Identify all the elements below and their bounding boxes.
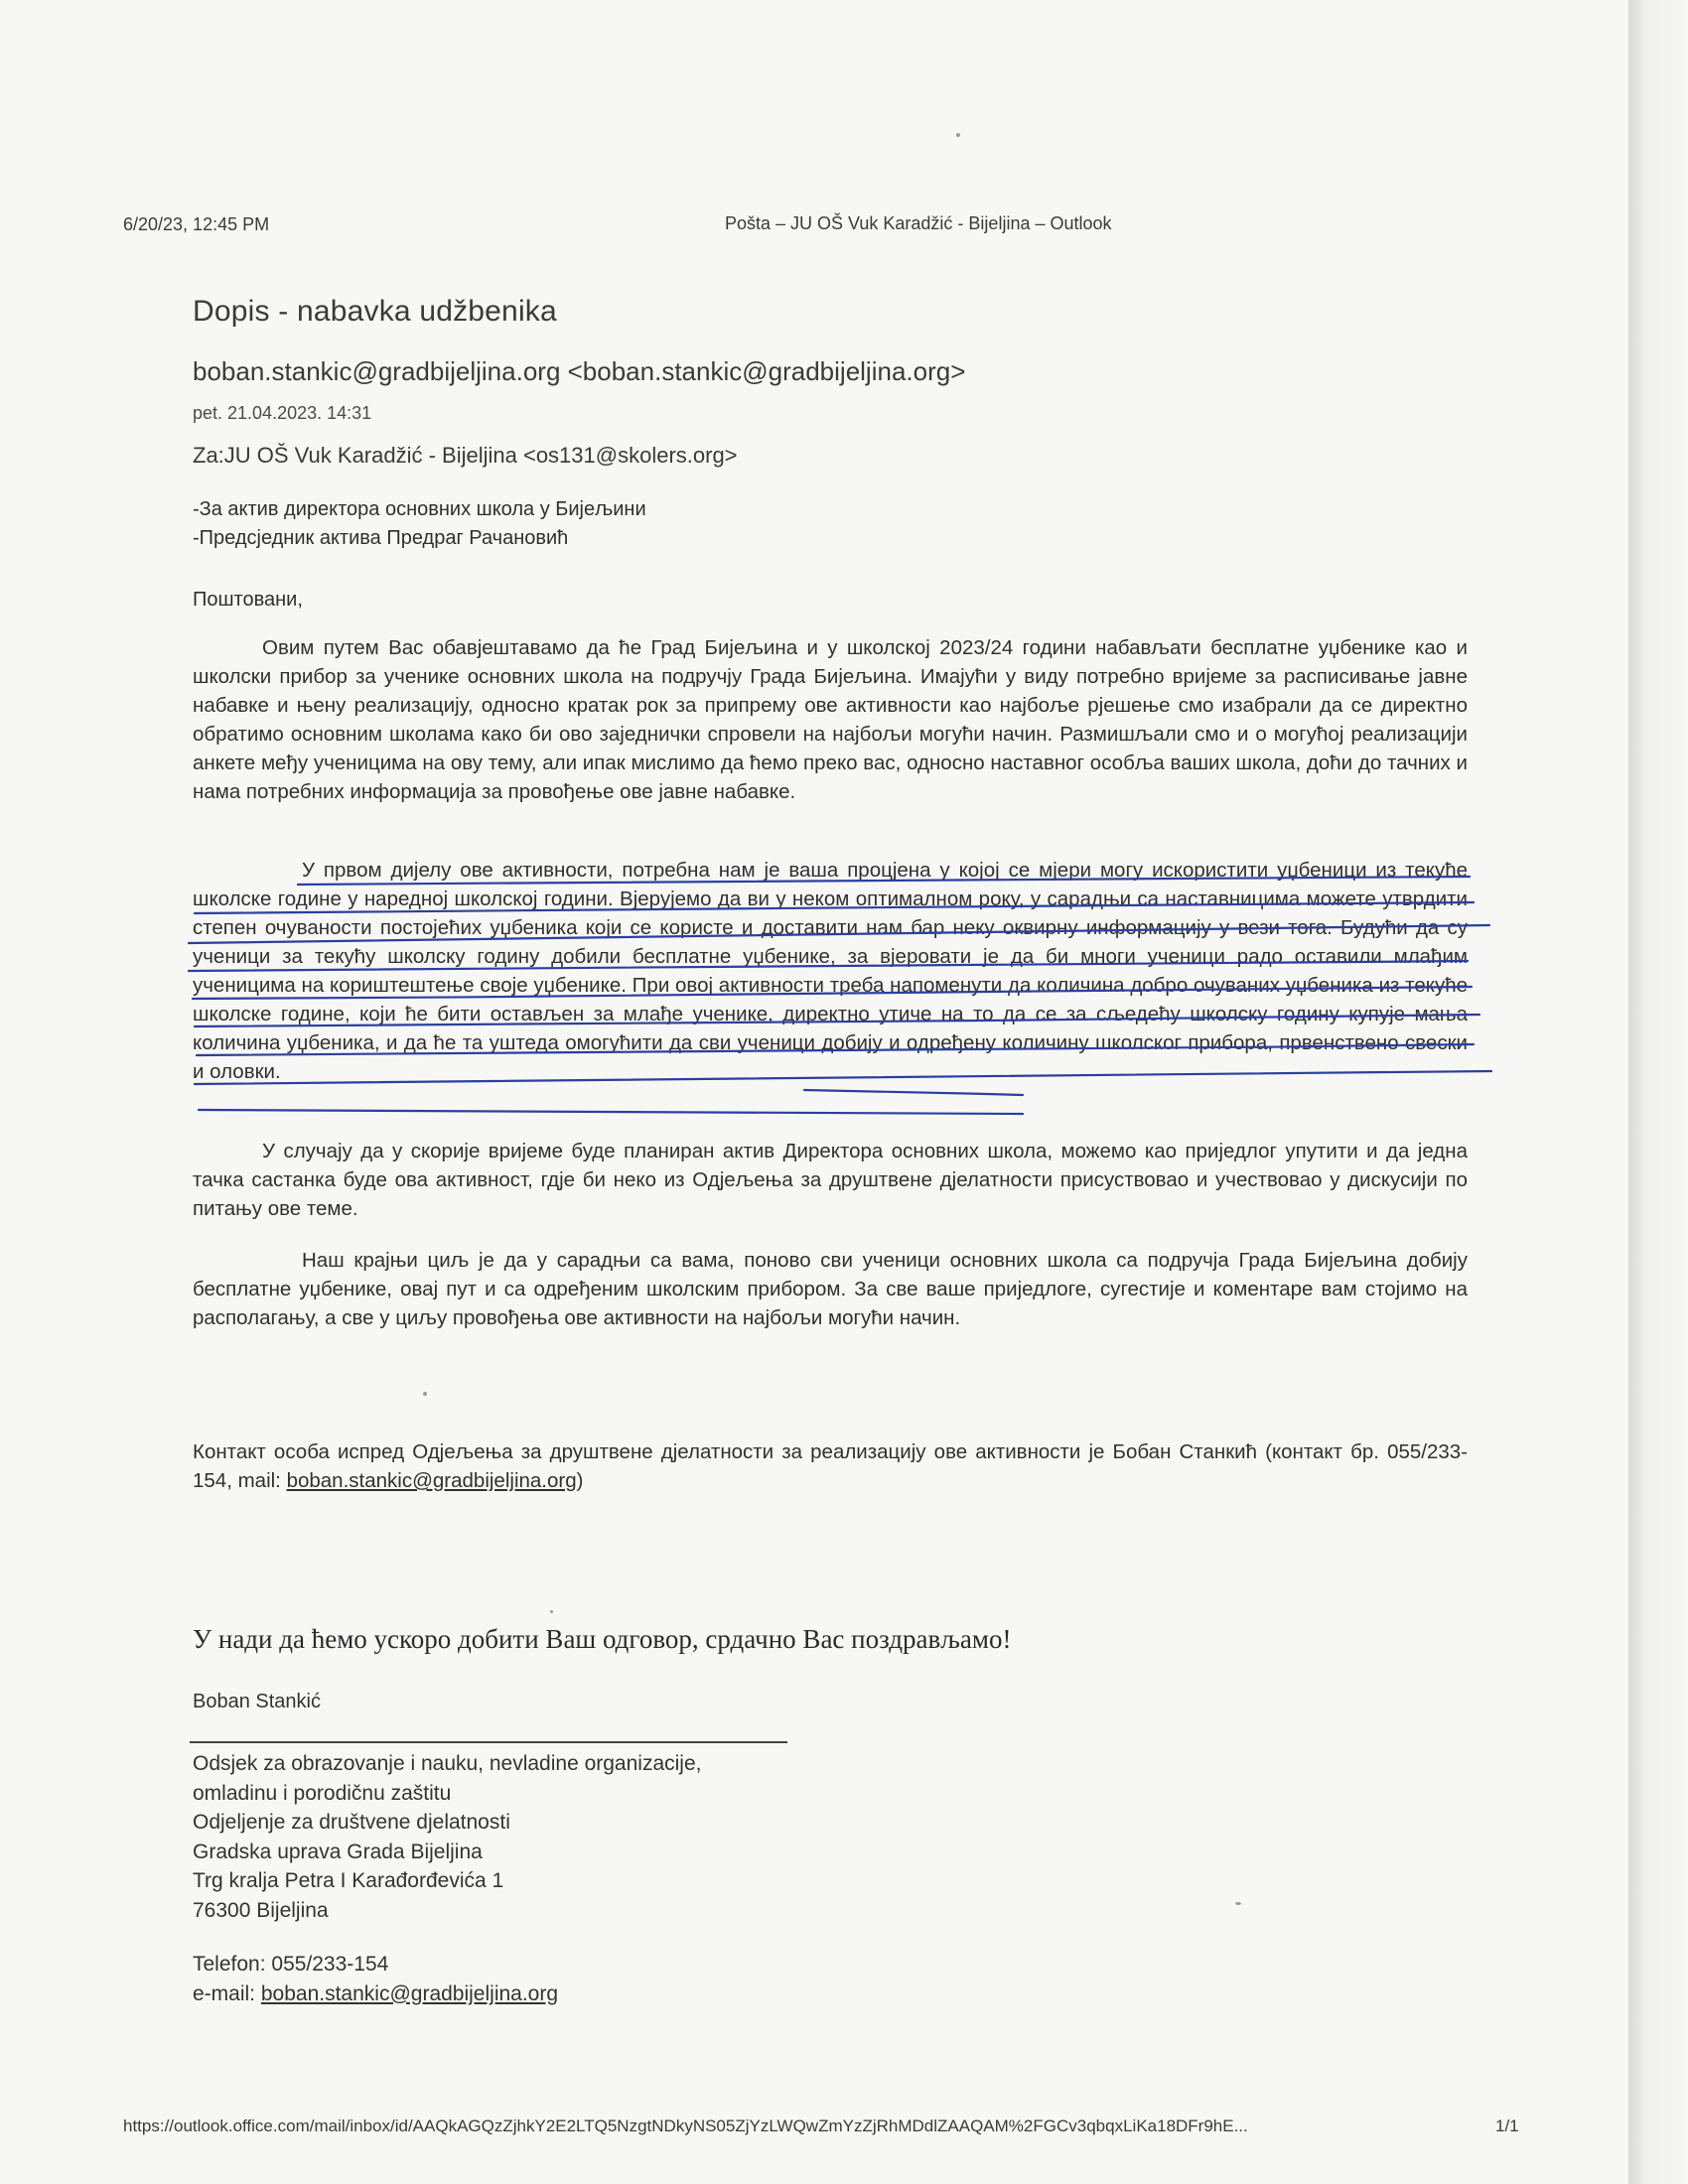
contact-paragraph	[193, 1437, 1468, 1495]
paragraph-3: У случају да у скорије вријеме буде планиран актив Директора основних школа, можемо као приједлог упутити и да једна тачка састанка буде ова активност, гдје би неко из Одјељења за друштвене дјелатности присуствовао и учествовао у дискусији по питању ове теме.	[193, 1140, 1468, 1220]
email-subject: Dopis - nabavka udžbenika	[193, 295, 557, 328]
contact-email-link[interactable]: boban.stankic@gradbijeljina.org	[286, 1469, 577, 1492]
paragraph-1: Овим путем Вас обавјештавамо да ће Град Бијељина и у школској 2023/24 години набављати бесплатне уџбенике као и школски прибор за ученике основних школа на подручју Града Бијељина. Имајући у виду потребно вријеме за расписивање јавне набавке и њену реализацију, односно кратак рок за припрему ове активности као најбоље рјешење смо изабрали да се директно обратимо основним школама како би ово заједнички спровели на најбољи могући начин. Размишљали смо и о могућој реализацији анкете међу ученицима на ову тему, али ипак мислимо да ћемо преко вас, односно наставног особља ваших школа, доћи до тачних и нама потребних информација за провођење ове јавне набавке.	[193, 636, 1468, 803]
print-footer-url: https://outlook.office.com/mail/inbox/id/AAQkAGQzZjhkY2E2LTQ5NzgtNDkyNS05ZjYzLWQwZmYzZjRhMDdlZAAQAM%2FGCv3qbqxLiKa18DFr9hE...	[123, 2116, 1248, 2135]
recipient-line-1: -За актив директора основних школа у Бијељини	[193, 498, 646, 520]
address-line: 76300 Bijeljina	[193, 1898, 329, 1922]
address-line: Odsjek za obrazovanje i nauku, nevladine organizacije,	[193, 1752, 702, 1775]
contact-text: Контакт особа испред Одјељења за друштвене дјелатности за реализацију ове активности је Бобан Станкић (контакт бр. 055/233-154, mail:	[193, 1440, 1468, 1492]
salutation: Поштовани,	[193, 589, 303, 611]
signature-email-row	[193, 1979, 558, 2009]
print-header-window-title: Pošta – JU OŠ Vuk Karadžić - Bijeljina – Outlook	[725, 213, 1112, 233]
address-line: Trg kralja Petra I Karađorđevića 1	[193, 1869, 504, 1892]
email-sent-date: pet. 21.04.2023. 14:31	[193, 403, 372, 423]
signature-email-label: e-mail:	[193, 1981, 261, 2005]
scan-speck	[1235, 1902, 1241, 1905]
address-line: omladinu i porodičnu zaštitu	[193, 1781, 452, 1805]
signature-phone: Telefon: 055/233-154	[193, 1953, 389, 1976]
print-header-datetime: 6/20/23, 12:45 PM	[123, 214, 270, 234]
address-line: Odjeljenje za društvene djelatnosti	[193, 1811, 510, 1834]
paragraph-2: У првом дијелу ове активности, потребна нам је ваша процјена у којој се мјери могу искористити уџбеници из текуће школске године у наредној школској години. Вјерујемо да ви у неком оптималном року, у сарадњи са наставницима можете утврдити степен очуваности постојећих уџбеника који се користе и доставити нам бар неку оквирну информацију у вези тога. Будући да су ученици за текућу школску годину добили бесплатне уџбенике, за вјеровати је да би многи ученици радо оставили млађим ученицима на кориштештење своје уџбенике. При овој активности треба напоменути да количина добро очуваних уџбеника из текуће школске године, који ће бити остављен за млађе ученике, директно утиче на то да се за сљедећу школску годину купује мања количина уџбеника, и да ће та уштеда омогућити да сви ученици добију и одређену количину школског прибора, првенствено свески и оловки.	[193, 859, 1468, 1083]
closing-line: У нади да ћемо ускоро добити Ваш одговор, срдачно Вас поздрављамо!	[193, 1624, 1012, 1654]
email-sender: boban.stankic@gradbijeljina.org <boban.stankic@gradbijeljina.org>	[193, 356, 966, 386]
scan-edge-shadow	[1628, 0, 1688, 2184]
print-footer-page-number: 1/1	[1495, 2116, 1519, 2135]
paragraph-4: Наш крајњи циљ је да у сарадњи са вама, поново сви ученици основних школа са подручја Града Бијељина добију бесплатне уџбенике, овај пут и са одређеним школским прибором. За све ваше приједлоге, сугестије и коментаре вам стојимо на располагању, а све у циљу провођења ове активности на најбољи могући начин.	[193, 1249, 1468, 1329]
signature-contact	[193, 1950, 558, 2008]
signature-address	[193, 1749, 701, 1925]
address-line: Gradska uprava Grada Bijeljina	[193, 1840, 483, 1863]
pen-underline	[199, 1110, 1023, 1114]
scan-speck	[956, 133, 960, 137]
email-recipient: Za:JU OŠ Vuk Karadžić - Bijeljina <os131@skolers.org>	[193, 443, 738, 468]
contact-close: )	[576, 1469, 584, 1492]
pen-underline	[804, 1090, 1023, 1095]
scan-speck	[423, 1392, 427, 1396]
signer-name: Boban Stankić	[193, 1691, 321, 1712]
recipient-line-2: -Предсједник актива Предраг Рачановић	[193, 527, 569, 549]
signature-divider	[190, 1741, 787, 1743]
scan-speck	[550, 1610, 553, 1613]
signature-email-link[interactable]: boban.stankic@gradbijeljina.org	[260, 1981, 559, 2005]
